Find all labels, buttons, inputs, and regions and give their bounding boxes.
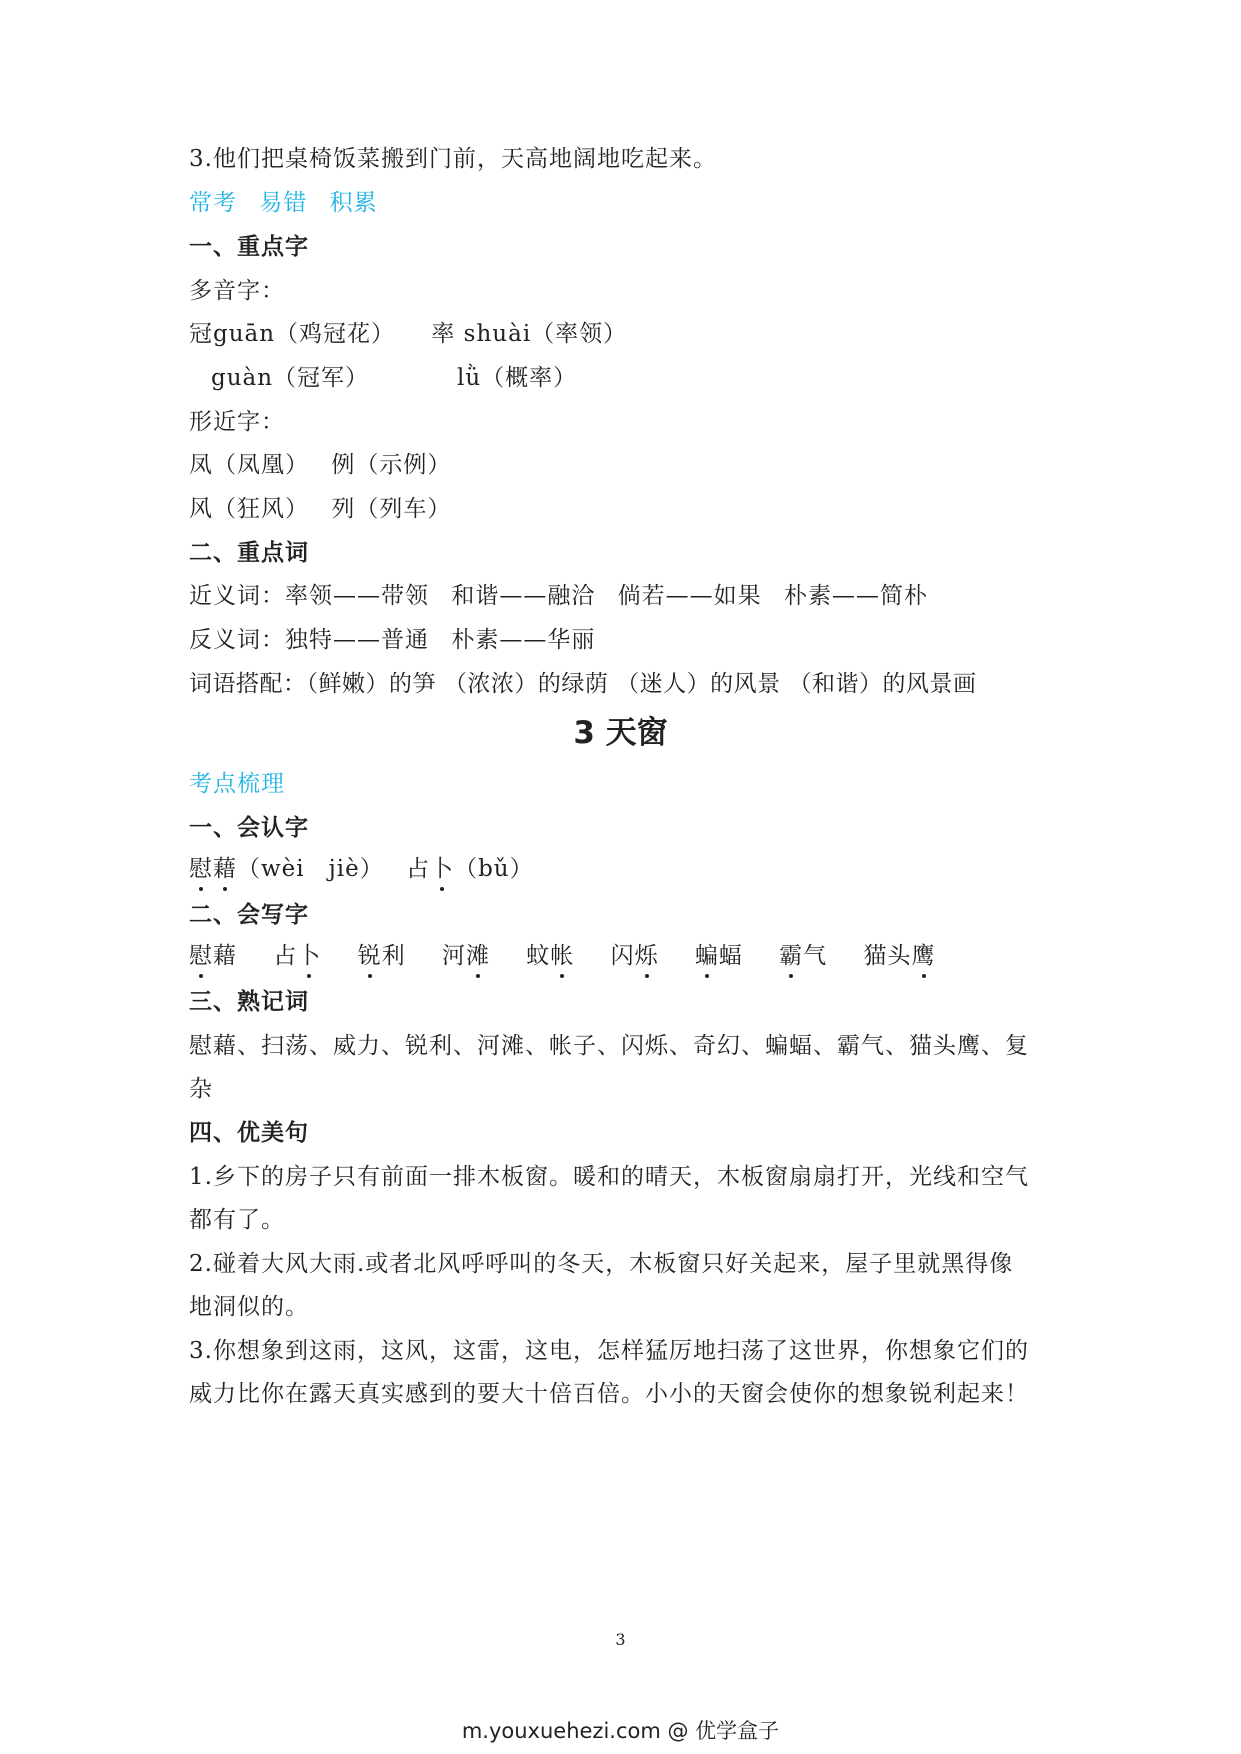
sim-li-example: 例（示例） — [331, 452, 452, 478]
tag-jilei: 积累 — [329, 190, 378, 216]
recognize-pinyin-2: （bǔ） — [454, 856, 534, 882]
dotted-char: 霸 — [779, 940, 803, 972]
tag-changkao: 常考 — [189, 190, 237, 216]
dotted-char: 慰 — [189, 853, 213, 885]
dotted-char: 烁 — [635, 940, 659, 972]
collocation-item: （迷人）的风景 — [616, 671, 781, 697]
sentence-2-line-2: 地洞似的。 — [189, 1294, 309, 1320]
sentence-1-line-1: 1.乡下的房子只有前面一排木板窗。暖和的晴天，木板窗扇扇打开，光线和空气 — [189, 1164, 1029, 1190]
collocation-item: （和谐）的风景画 — [788, 671, 977, 697]
antonym-item: 独特——普通 — [285, 627, 429, 653]
synonym-item: 和谐——融洽 — [451, 583, 596, 609]
poly-lv: lǜ（概率） — [457, 365, 578, 391]
poly-guan4: guàn（冠军） — [211, 365, 370, 391]
collocations-row — [189, 668, 1069, 700]
poly-shuai: 率 shuài（率领） — [431, 321, 628, 347]
write-word-4: 河滩 — [442, 943, 490, 969]
memorize-line-2: 杂 — [189, 1076, 213, 1102]
heading-recognize: 一、会认字 — [189, 815, 309, 841]
recognize-row — [189, 853, 1069, 885]
write-word-6: 闪烁 — [611, 943, 659, 969]
recognize-pinyin-1: （wèi jiè） — [237, 856, 384, 882]
sentence-3-line-2: 威力比你在露天真实感到的要大十倍百倍。小小的天窗会使你的想象锐利起来！ — [189, 1381, 1029, 1407]
dotted-char: 滩 — [466, 940, 490, 972]
page-number: 3 — [615, 1630, 626, 1649]
write-word-8: 霸气 — [779, 943, 827, 969]
write-word-2: 占卜 — [273, 943, 321, 969]
sentence-3-line-1: 3.你想象到这雨，这风，这雷，这电，怎样猛厉地扫荡了这世界，你想象它们的 — [189, 1338, 1029, 1364]
sim-feng-phoenix: 凤（凤凰） — [189, 452, 309, 478]
write-word-9: 猫头鹰 — [864, 943, 936, 969]
synonym-item: 倘若——如果 — [617, 583, 762, 609]
section-tags — [189, 187, 1069, 219]
dotted-char: 蝙 — [695, 940, 719, 972]
write-word-1: 慰藉 — [189, 943, 237, 969]
collocation-item: （浓浓）的绿荫 — [443, 671, 609, 697]
collocation-item: （鲜嫩）的笋 — [306, 671, 436, 697]
dotted-char: 卜 — [430, 853, 454, 885]
sentence-1-line-2: 都有了。 — [189, 1207, 285, 1233]
sim-lie-train: 列（列车） — [331, 496, 452, 522]
synonyms-label: 近义词： — [189, 583, 285, 609]
memorize-line-1: 慰藉、扫荡、威力、锐利、河滩、帐子、闪烁、奇幻、蝙蝠、霸气、猫头鹰、复 — [189, 1033, 1029, 1059]
poly-guan1: 冠guān（鸡冠花） — [189, 321, 396, 347]
tag-yicuo: 易错 — [259, 190, 308, 216]
heading-write: 二、会写字 — [189, 902, 309, 928]
synonyms-row — [189, 580, 1069, 612]
dotted-char: 鹰 — [912, 940, 936, 972]
sentence-3: 3.他们把桌椅饭菜搬到门前，天高地阔地吃起来。 — [189, 146, 717, 172]
heading-sentences: 四、优美句 — [189, 1120, 309, 1146]
lesson-tag: 考点梳理 — [189, 771, 285, 797]
heading-key-words: 二、重点词 — [189, 540, 309, 566]
synonym-item: 朴素——简朴 — [783, 583, 928, 609]
antonyms-row — [189, 624, 1069, 656]
similar-label: 形近字： — [189, 409, 285, 435]
polyphone-label: 多音字： — [189, 278, 285, 304]
dotted-char: 慰 — [189, 940, 213, 972]
footer-watermark: m.youxuehezi.com @ 优学盒子 — [461, 1719, 780, 1743]
dotted-char: 卜 — [297, 940, 321, 972]
similar-row-1 — [189, 449, 1069, 481]
write-word-5: 蚊帐 — [526, 943, 574, 969]
heading-key-chars: 一、重点字 — [189, 234, 309, 260]
plain-char: 占 — [406, 856, 431, 882]
synonym-item: 率领——带领 — [285, 583, 429, 609]
similar-row-2 — [189, 493, 1069, 525]
lesson-title: 3 天窗 — [573, 715, 668, 751]
sim-feng-wind: 风（狂风） — [189, 496, 309, 522]
polyphone-row-1 — [189, 318, 1069, 350]
dotted-char: 锐 — [358, 940, 382, 972]
write-words-row — [189, 940, 1069, 972]
write-word-3: 锐利 — [358, 943, 406, 969]
antonym-item: 朴素——华丽 — [451, 627, 596, 653]
antonyms-label: 反义词： — [189, 627, 285, 653]
dotted-char: 帐 — [550, 940, 574, 972]
sentence-2-line-1: 2.碰着大风大雨.或者北风呼呼叫的冬天，木板窗只好关起来，屋子里就黑得像 — [189, 1251, 1014, 1277]
collocation-label: 词语搭配： — [189, 671, 307, 697]
heading-memorize: 三、熟记词 — [189, 989, 309, 1015]
polyphone-row-2 — [189, 362, 1069, 394]
dotted-char: 藉 — [213, 853, 237, 885]
write-word-7: 蝙蝠 — [695, 943, 743, 969]
